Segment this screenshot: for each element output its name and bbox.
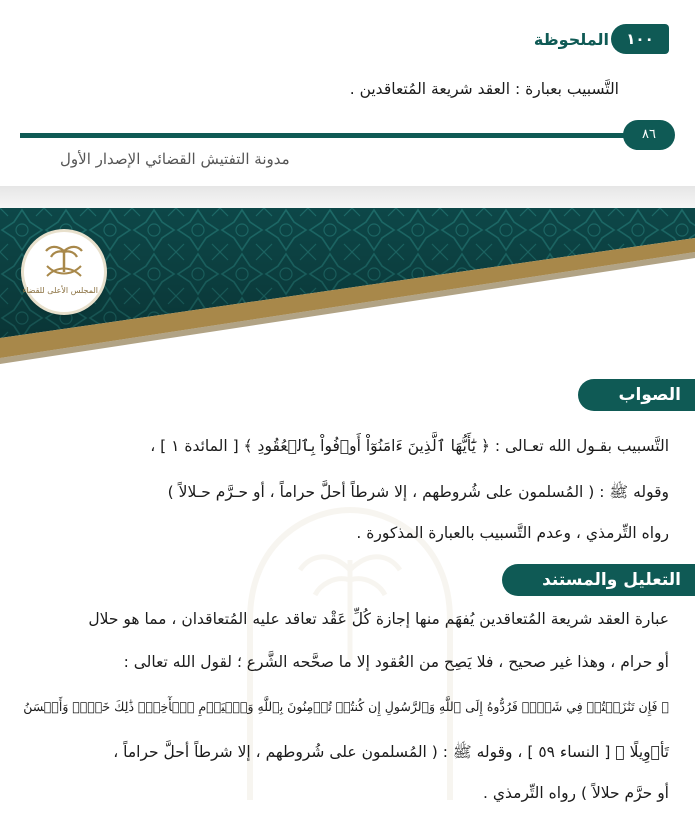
reasoning-line-2: أو حرام ، وهذا غير صحيح ، فلا يَصِح من العُقود إلا ما صحَّحه الشَّرع ؛ لقول الله تعالى : [123, 653, 669, 671]
reasoning-line-4: تَأۡوِيلًا ﴾ [ النساء ٥٩ ] ، وقوله ﷺ : ( المُسلمون على شُروطهم ، إلا شرطاً أحلَّ حراماً ، [113, 743, 669, 761]
note-header [526, 24, 609, 54]
top-strip [0, 0, 695, 188]
page-gap [0, 186, 695, 208]
page-number: ٨٦ [642, 127, 656, 142]
reasoning-line-3: ﴿ فَإِن تَنَٰزَعۡتُمۡ فِي شَيۡءٖ فَرُدُّوهُ إِلَى ٱللَّهِ وَٱلرَّسُولِ إِن كُنتُمۡ تُؤۡمِنُونَ بِٱللَّهِ وَٱلۡيَوۡمِ ٱلۡأٓخِرِۚ ذَٰلِكَ خَيۡرٞ وَأَحۡسَنُ [23, 699, 669, 714]
reasoning-line-5: أو حرَّم حلالاً ) رواه التِّرمذي . [483, 784, 669, 802]
banner [0, 208, 695, 368]
reasoning-line-1: عبارة العقد شريعة المُتعاقدين يُفهَم منها إجازة كُلِّ عَقْد تعاقد عليه المُتعاقدان ، مما هو حلال [88, 610, 669, 628]
header-rule [20, 133, 635, 138]
council-logo [24, 232, 104, 312]
correct-line-1: التَّسبيب بقـول الله تعـالى : ﴿ يَٰٓأَيُّهَا ٱلَّذِينَ ءَامَنُوٓاْ أَوۡفُواْ بِٱلۡعُقُودِ ﴾ [ المائدة ١ ] ، [150, 437, 669, 455]
correct-line-3: رواه التِّرمذي ، وعدم التَّسبيب بالعبارة المذكورة . [356, 524, 669, 542]
correct-line-2: وقوله ﷺ : ( المُسلمون على شُروطهم ، إلا شرطاً أحلَّ حراماً ، أو حـرَّم حـلالاً ) [167, 483, 669, 501]
running-title: مدونة التفتيش القضائي الإصدار الأول [60, 150, 290, 168]
page-number-medallion [623, 120, 675, 150]
note-label: الملحوظة [533, 29, 609, 49]
note-text: التَّسبيب بعبارة : العقد شريعة المُتعاقدين . [349, 80, 619, 98]
section-reasoning-title: التعليل والمستند [502, 564, 695, 596]
logo-text: المجلس الأعلى للقضاء [22, 286, 98, 295]
note-number: ١٠٠ [626, 30, 654, 48]
note-number-badge [611, 24, 669, 54]
palm-swords-icon [39, 242, 89, 282]
section-correct-title: الصواب [578, 379, 695, 411]
